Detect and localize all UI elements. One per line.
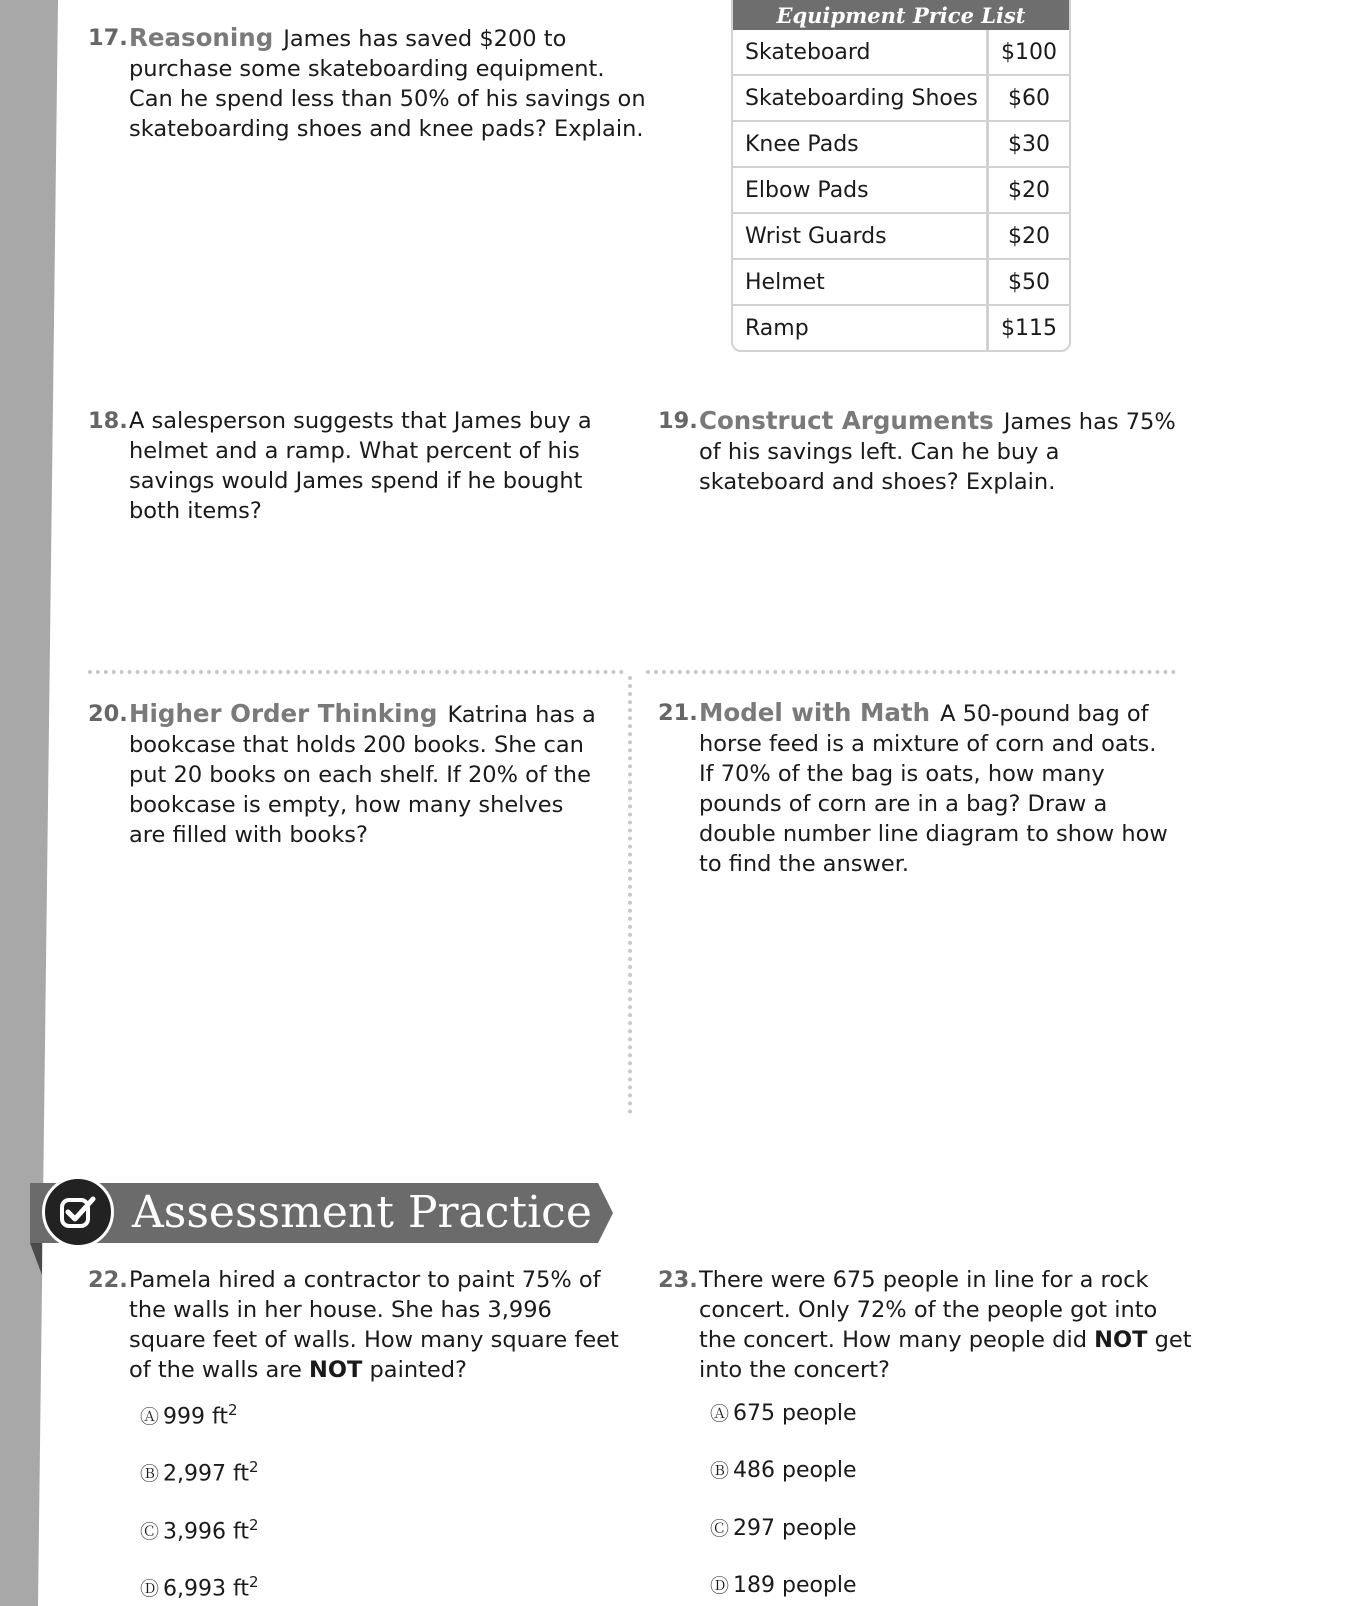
- dotted-divider-vertical: [628, 676, 632, 1114]
- check-badge-icon: [42, 1176, 114, 1248]
- emphasis: NOT: [1094, 1327, 1148, 1353]
- question-number: 18.: [88, 408, 128, 434]
- question-text: get into the concert?: [699, 1327, 1192, 1383]
- question-number: 17.: [88, 25, 128, 51]
- answer-option-c[interactable]: Ⓒ 297 people: [710, 1516, 857, 1541]
- question-text: A 50-pound bag of horse feed is a mixture of corn and oats. If 70% of the bag is oats, how many pounds of corn are in a bag? Draw a double number line diagram to show how to find the answer.: [699, 701, 1168, 877]
- assessment-title: Assessment Practice: [132, 1187, 592, 1238]
- page-side-strip: [0, 0, 58, 1606]
- question-topic: Higher Order Thinking: [129, 699, 438, 728]
- question-topic: Construct Arguments: [699, 406, 994, 435]
- table-row: [733, 259, 1069, 305]
- item-price: $20: [988, 213, 1070, 259]
- dotted-divider: [88, 670, 624, 674]
- question-17: [88, 23, 648, 144]
- answer-option-d[interactable]: Ⓓ 189 people: [710, 1573, 857, 1598]
- answer-option-d[interactable]: Ⓓ 6,993 $ft^2$: [140, 1573, 259, 1602]
- question-number: 22.: [88, 1267, 128, 1293]
- question-20: [88, 699, 598, 850]
- item-price: $20: [988, 167, 1070, 213]
- table-row: [733, 305, 1069, 350]
- question-text: James has saved $200 to purchase some skateboarding equipment. Can he spend less than 50% of his savings on skateboarding shoes and knee pads? Explain.: [129, 26, 646, 142]
- dotted-divider: [646, 670, 1176, 674]
- table-row: [733, 213, 1069, 259]
- item-price: $50: [988, 259, 1070, 305]
- item-name: Helmet: [733, 259, 988, 305]
- table-row: [733, 75, 1069, 121]
- answer-option-c[interactable]: Ⓒ 3,996 $ft^2$: [140, 1516, 259, 1545]
- question-18: [88, 406, 608, 526]
- question-number: 20.: [88, 701, 128, 727]
- table-row: [733, 167, 1069, 213]
- question-19: [658, 406, 1178, 497]
- question-number: 23.: [658, 1267, 698, 1293]
- item-name: Skateboard: [733, 30, 988, 75]
- answer-option-a[interactable]: Ⓐ 999 $ft^2$: [140, 1401, 238, 1430]
- question-topic: Model with Math: [699, 698, 931, 727]
- item-name: Skateboarding Shoes: [733, 75, 988, 121]
- question-text: A salesperson suggests that James buy a helmet and a ramp. What percent of his savings would James spend if he bought both items?: [129, 408, 592, 524]
- question-topic: Reasoning: [129, 23, 274, 52]
- item-price: $60: [988, 75, 1070, 121]
- question-21: [658, 698, 1178, 879]
- equipment-price-table: [731, 0, 1071, 352]
- question-text: Pamela hired a contractor to paint 75% of the walls in her house. She has 3,996 square feet of walls. How many square feet of the walls are: [129, 1267, 619, 1383]
- question-number: 19.: [658, 408, 698, 434]
- question-text: There were 675 people in line for a rock concert. Only 72% of the people got into the concert. How many people did: [699, 1267, 1158, 1353]
- item-name: Knee Pads: [733, 121, 988, 167]
- emphasis: NOT: [309, 1357, 363, 1383]
- item-price: $30: [988, 121, 1070, 167]
- question-number: 21.: [658, 700, 698, 726]
- table-row: [733, 121, 1069, 167]
- item-name: Wrist Guards: [733, 213, 988, 259]
- answer-option-b[interactable]: Ⓑ 486 people: [710, 1458, 857, 1483]
- question-22: [88, 1265, 628, 1385]
- table-row: [733, 30, 1069, 75]
- question-text: Katrina has a bookcase that holds 200 books. She can put 20 books on each shelf. If 20% of the bookcase is empty, how many shelves are filled with books?: [129, 702, 596, 848]
- question-text: James has 75% of his savings left. Can he buy a skateboard and shoes? Explain.: [699, 409, 1176, 495]
- table-title: Equipment Price List: [733, 0, 1069, 30]
- answer-option-b[interactable]: Ⓑ 2,997 $ft^2$: [140, 1458, 259, 1487]
- item-name: Elbow Pads: [733, 167, 988, 213]
- item-price: $115: [988, 305, 1070, 350]
- question-text: painted?: [369, 1357, 467, 1383]
- answer-option-a[interactable]: Ⓐ 675 people: [710, 1401, 857, 1426]
- item-name: Ramp: [745, 315, 809, 341]
- question-23: [658, 1265, 1198, 1385]
- item-price: $100: [988, 30, 1070, 75]
